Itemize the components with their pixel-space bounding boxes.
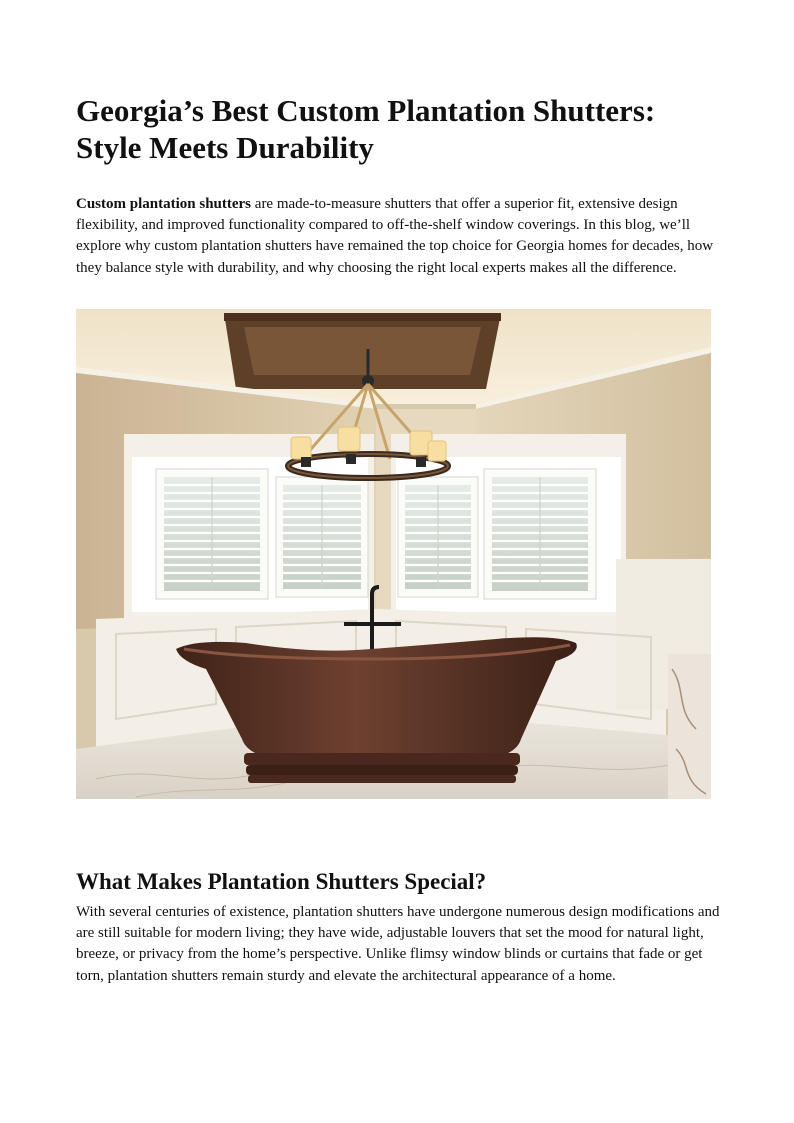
intro-bold-term: Custom plantation shutters [76, 196, 252, 212]
section-body: With several centuries of existence, plantation shutters have undergone numerous design modifications and are still suitable for modern living; they have wide, adjustable louvers that set the mood for natural light, breeze, or privacy from the home’s perspective. Unlike flimsy window blinds or curtains that fade or get torn, plantation shutters remain sturdy and elevate the architectural appearance of a home. [76, 904, 720, 984]
intro-text: are made-to-measure shutters that offer a superior fit, extensive design flexibility, and improved functionality compared to off-the-shelf window coverings. In this blog, we’ll explore why custom plantation shutters have remained the top choice for Georgia homes for decades, how they balance style with durability, and why choosing the right local experts makes all the difference. [76, 196, 714, 276]
section-heading: What Makes Plantation Shutters Special? [76, 869, 487, 894]
intro-paragraph [76, 194, 721, 279]
hero-image-bathroom-shutters [76, 309, 711, 799]
page-title: Georgia’s Best Custom Plantation Shutters: Style Meets Durability [76, 93, 656, 165]
